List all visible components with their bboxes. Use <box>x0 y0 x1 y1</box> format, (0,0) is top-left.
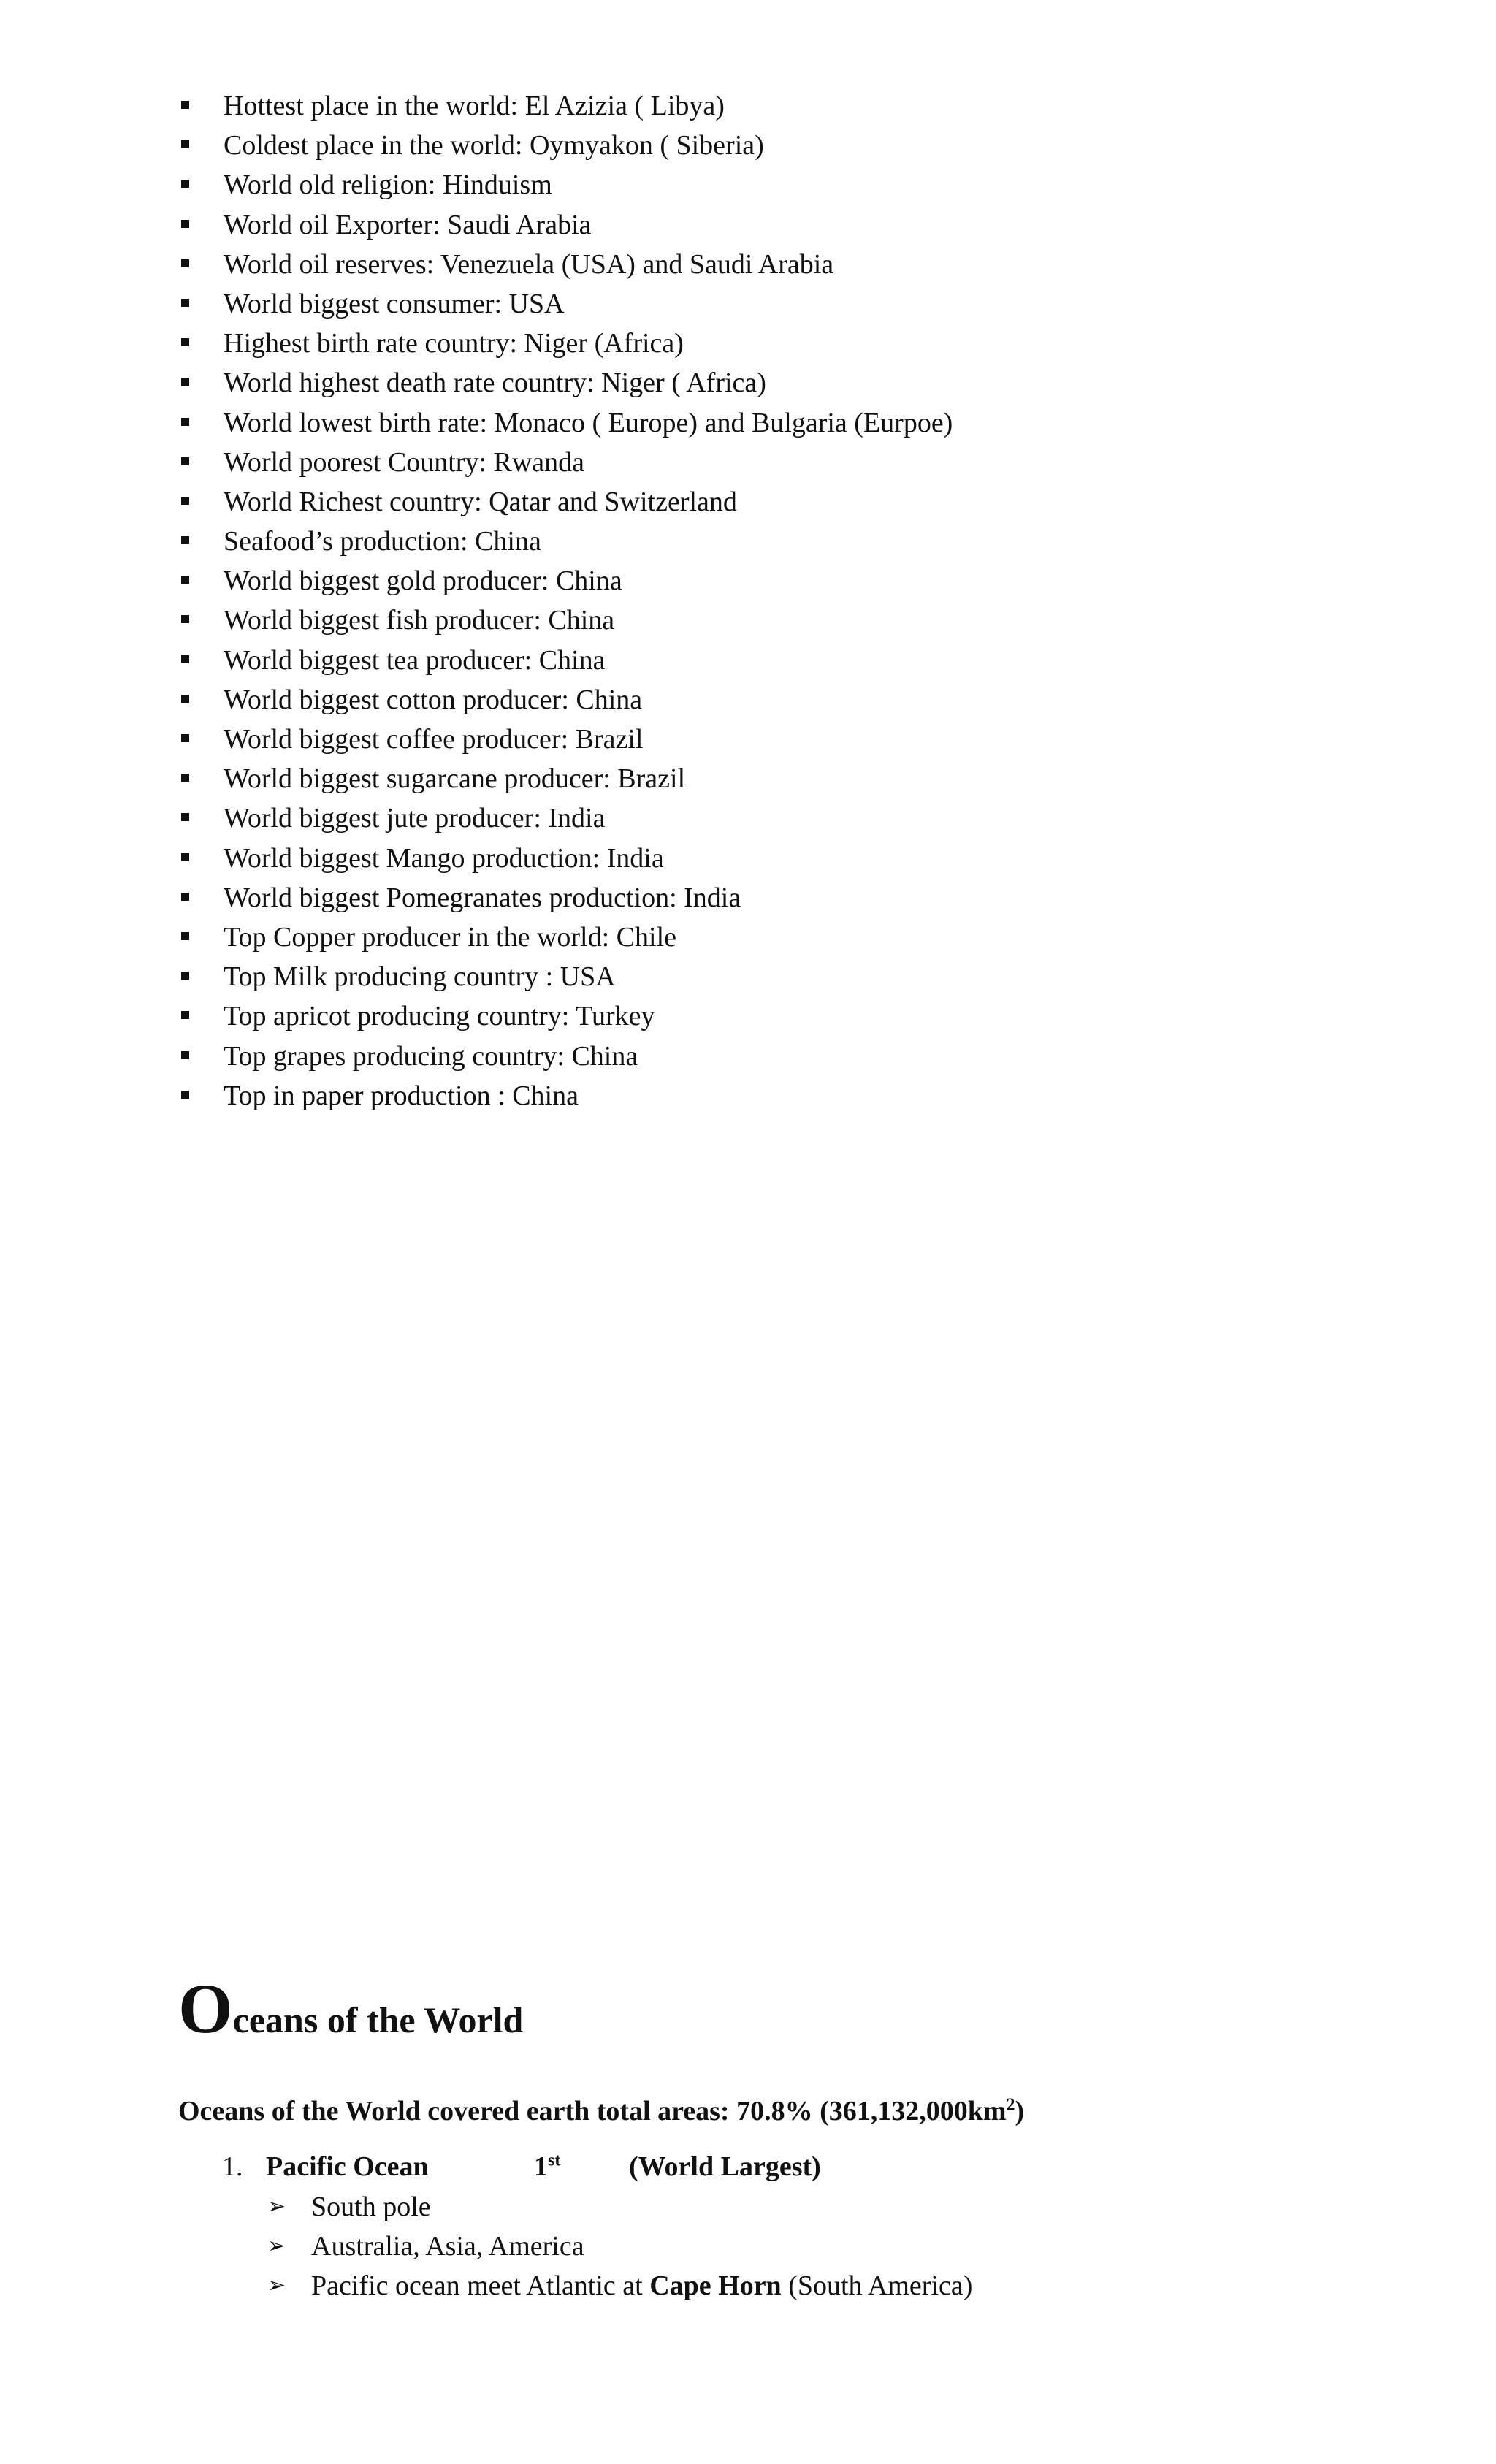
list-item <box>267 2266 972 2305</box>
list-item <box>267 2187 972 2227</box>
bullet-square-icon <box>181 1011 189 1019</box>
oceans-total-line <box>178 2095 1024 2127</box>
fact-text: World oil Exporter: Saudi Arabia <box>224 209 592 240</box>
list-item <box>178 1037 953 1076</box>
list-item <box>178 680 953 720</box>
list-item <box>178 482 953 522</box>
list-item <box>178 996 953 1036</box>
bullet-square-icon <box>181 734 189 742</box>
drop-cap: O <box>178 1969 233 2048</box>
point-text: Australia, Asia, America <box>311 2231 584 2262</box>
list-item <box>178 403 953 443</box>
bullet-square-icon <box>181 853 189 861</box>
list-item <box>178 126 953 165</box>
list-item <box>178 324 953 363</box>
fact-text: World biggest sugarcane producer: Brazil <box>224 763 686 795</box>
superscript: 2 <box>1006 2095 1015 2115</box>
point-text: South pole <box>311 2192 431 2222</box>
fact-text: Top Milk producing country : USA <box>224 961 616 993</box>
fact-text: World highest death rate country: Niger ( Africa) <box>224 367 766 399</box>
list-item <box>178 165 953 205</box>
list-item <box>178 878 953 918</box>
fact-text: World Richest country: Qatar and Switzerland <box>224 486 737 517</box>
bullet-square-icon <box>181 1051 189 1059</box>
bullet-square-icon <box>181 497 189 505</box>
fact-text: World biggest gold producer: China <box>224 565 622 597</box>
fact-text: Top grapes producing country: China <box>224 1040 638 1072</box>
total-text: Oceans of the World covered earth total areas: 70.8% (361,132,000km <box>178 2096 1007 2127</box>
list-item <box>178 759 953 798</box>
bullet-square-icon <box>181 418 189 426</box>
bullet-square-icon <box>181 576 189 584</box>
bullet-square-icon <box>181 893 189 901</box>
bullet-square-icon <box>181 774 189 782</box>
fact-text: World biggest consumer: USA <box>224 288 565 319</box>
ocean-note: (World Largest) <box>629 2151 821 2182</box>
arrow-bullet-icon: ➢ <box>267 2194 286 2219</box>
point-text: Pacific ocean meet Atlantic at <box>311 2270 650 2301</box>
fact-text: Top in paper production : China <box>224 1080 579 1111</box>
list-item <box>178 720 953 759</box>
bullet-square-icon <box>181 813 189 821</box>
list-item <box>178 957 953 996</box>
fact-text: World biggest fish producer: China <box>224 605 615 636</box>
arrow-bullet-icon: ➢ <box>267 2273 286 2298</box>
heading-text: ceans of the World <box>232 1999 524 2040</box>
point-text: (South America) <box>781 2270 973 2301</box>
list-item <box>267 2227 972 2266</box>
bullet-square-icon <box>181 695 189 703</box>
fact-text: Top Copper producer in the world: Chile <box>224 921 676 953</box>
ocean-list-item <box>222 2151 821 2183</box>
arrow-bullet-icon: ➢ <box>267 2233 286 2259</box>
total-close: ) <box>1015 2096 1025 2127</box>
list-item <box>178 918 953 957</box>
bullet-square-icon <box>181 655 189 663</box>
list-item <box>178 641 953 680</box>
list-item <box>178 443 953 482</box>
bullet-square-icon <box>181 536 189 544</box>
fact-text: World biggest Mango production: India <box>224 842 664 874</box>
bullet-square-icon <box>181 457 189 465</box>
rank-suffix: st <box>548 2151 561 2170</box>
facts-list <box>178 86 953 1115</box>
list-item <box>178 86 953 126</box>
fact-text: World poorest Country: Rwanda <box>224 446 585 478</box>
list-item <box>178 839 953 878</box>
fact-text: World lowest birth rate: Monaco ( Europe) and Bulgaria (Eurpoe) <box>224 407 953 438</box>
fact-text: World old religion: Hinduism <box>224 169 552 201</box>
list-item <box>178 284 953 324</box>
section-heading <box>178 1969 524 2048</box>
fact-text: Seafood’s production: China <box>224 526 541 557</box>
list-item <box>178 205 953 245</box>
ocean-rank <box>534 2151 629 2183</box>
fact-text: World biggest jute producer: India <box>224 803 606 834</box>
fact-text: World biggest cotton producer: China <box>224 684 643 715</box>
list-item <box>178 1076 953 1115</box>
bullet-square-icon <box>181 299 189 307</box>
list-item <box>178 561 953 600</box>
fact-text: Highest birth rate country: Niger (Africa) <box>224 328 684 359</box>
ocean-name: Pacific Ocean <box>266 2151 429 2182</box>
bullet-square-icon <box>181 259 189 267</box>
rank-number: 1 <box>534 2151 548 2182</box>
bullet-square-icon <box>181 932 189 940</box>
fact-text: World biggest Pomegranates production: India <box>224 882 741 913</box>
bullet-square-icon <box>181 338 189 346</box>
fact-text: Hottest place in the world: El Azizia ( Libya) <box>224 91 725 121</box>
bullet-square-icon <box>181 140 189 148</box>
list-item <box>178 600 953 640</box>
list-item <box>178 245 953 284</box>
bullet-square-icon <box>181 972 189 980</box>
fact-text: World biggest tea producer: China <box>224 644 606 676</box>
bullet-square-icon <box>181 180 189 188</box>
fact-text: World oil reserves: Venezuela (USA) and Saudi Arabia <box>224 248 834 280</box>
bullet-square-icon <box>181 615 189 623</box>
fact-text: Coldest place in the world: Oymyakon ( Siberia) <box>224 130 764 161</box>
bullet-square-icon <box>181 1091 189 1099</box>
list-item <box>178 522 953 561</box>
list-item <box>178 798 953 838</box>
ocean-points-list <box>267 2187 972 2305</box>
point-bold-text: Cape Horn <box>649 2270 782 2301</box>
fact-text: Top apricot producing country: Turkey <box>224 1001 655 1032</box>
list-item <box>178 363 953 403</box>
fact-text: World biggest coffee producer: Brazil <box>224 724 644 755</box>
bullet-square-icon <box>181 220 189 228</box>
bullet-square-icon <box>181 378 189 386</box>
item-number: 1. <box>222 2151 243 2182</box>
bullet-square-icon <box>181 101 189 109</box>
